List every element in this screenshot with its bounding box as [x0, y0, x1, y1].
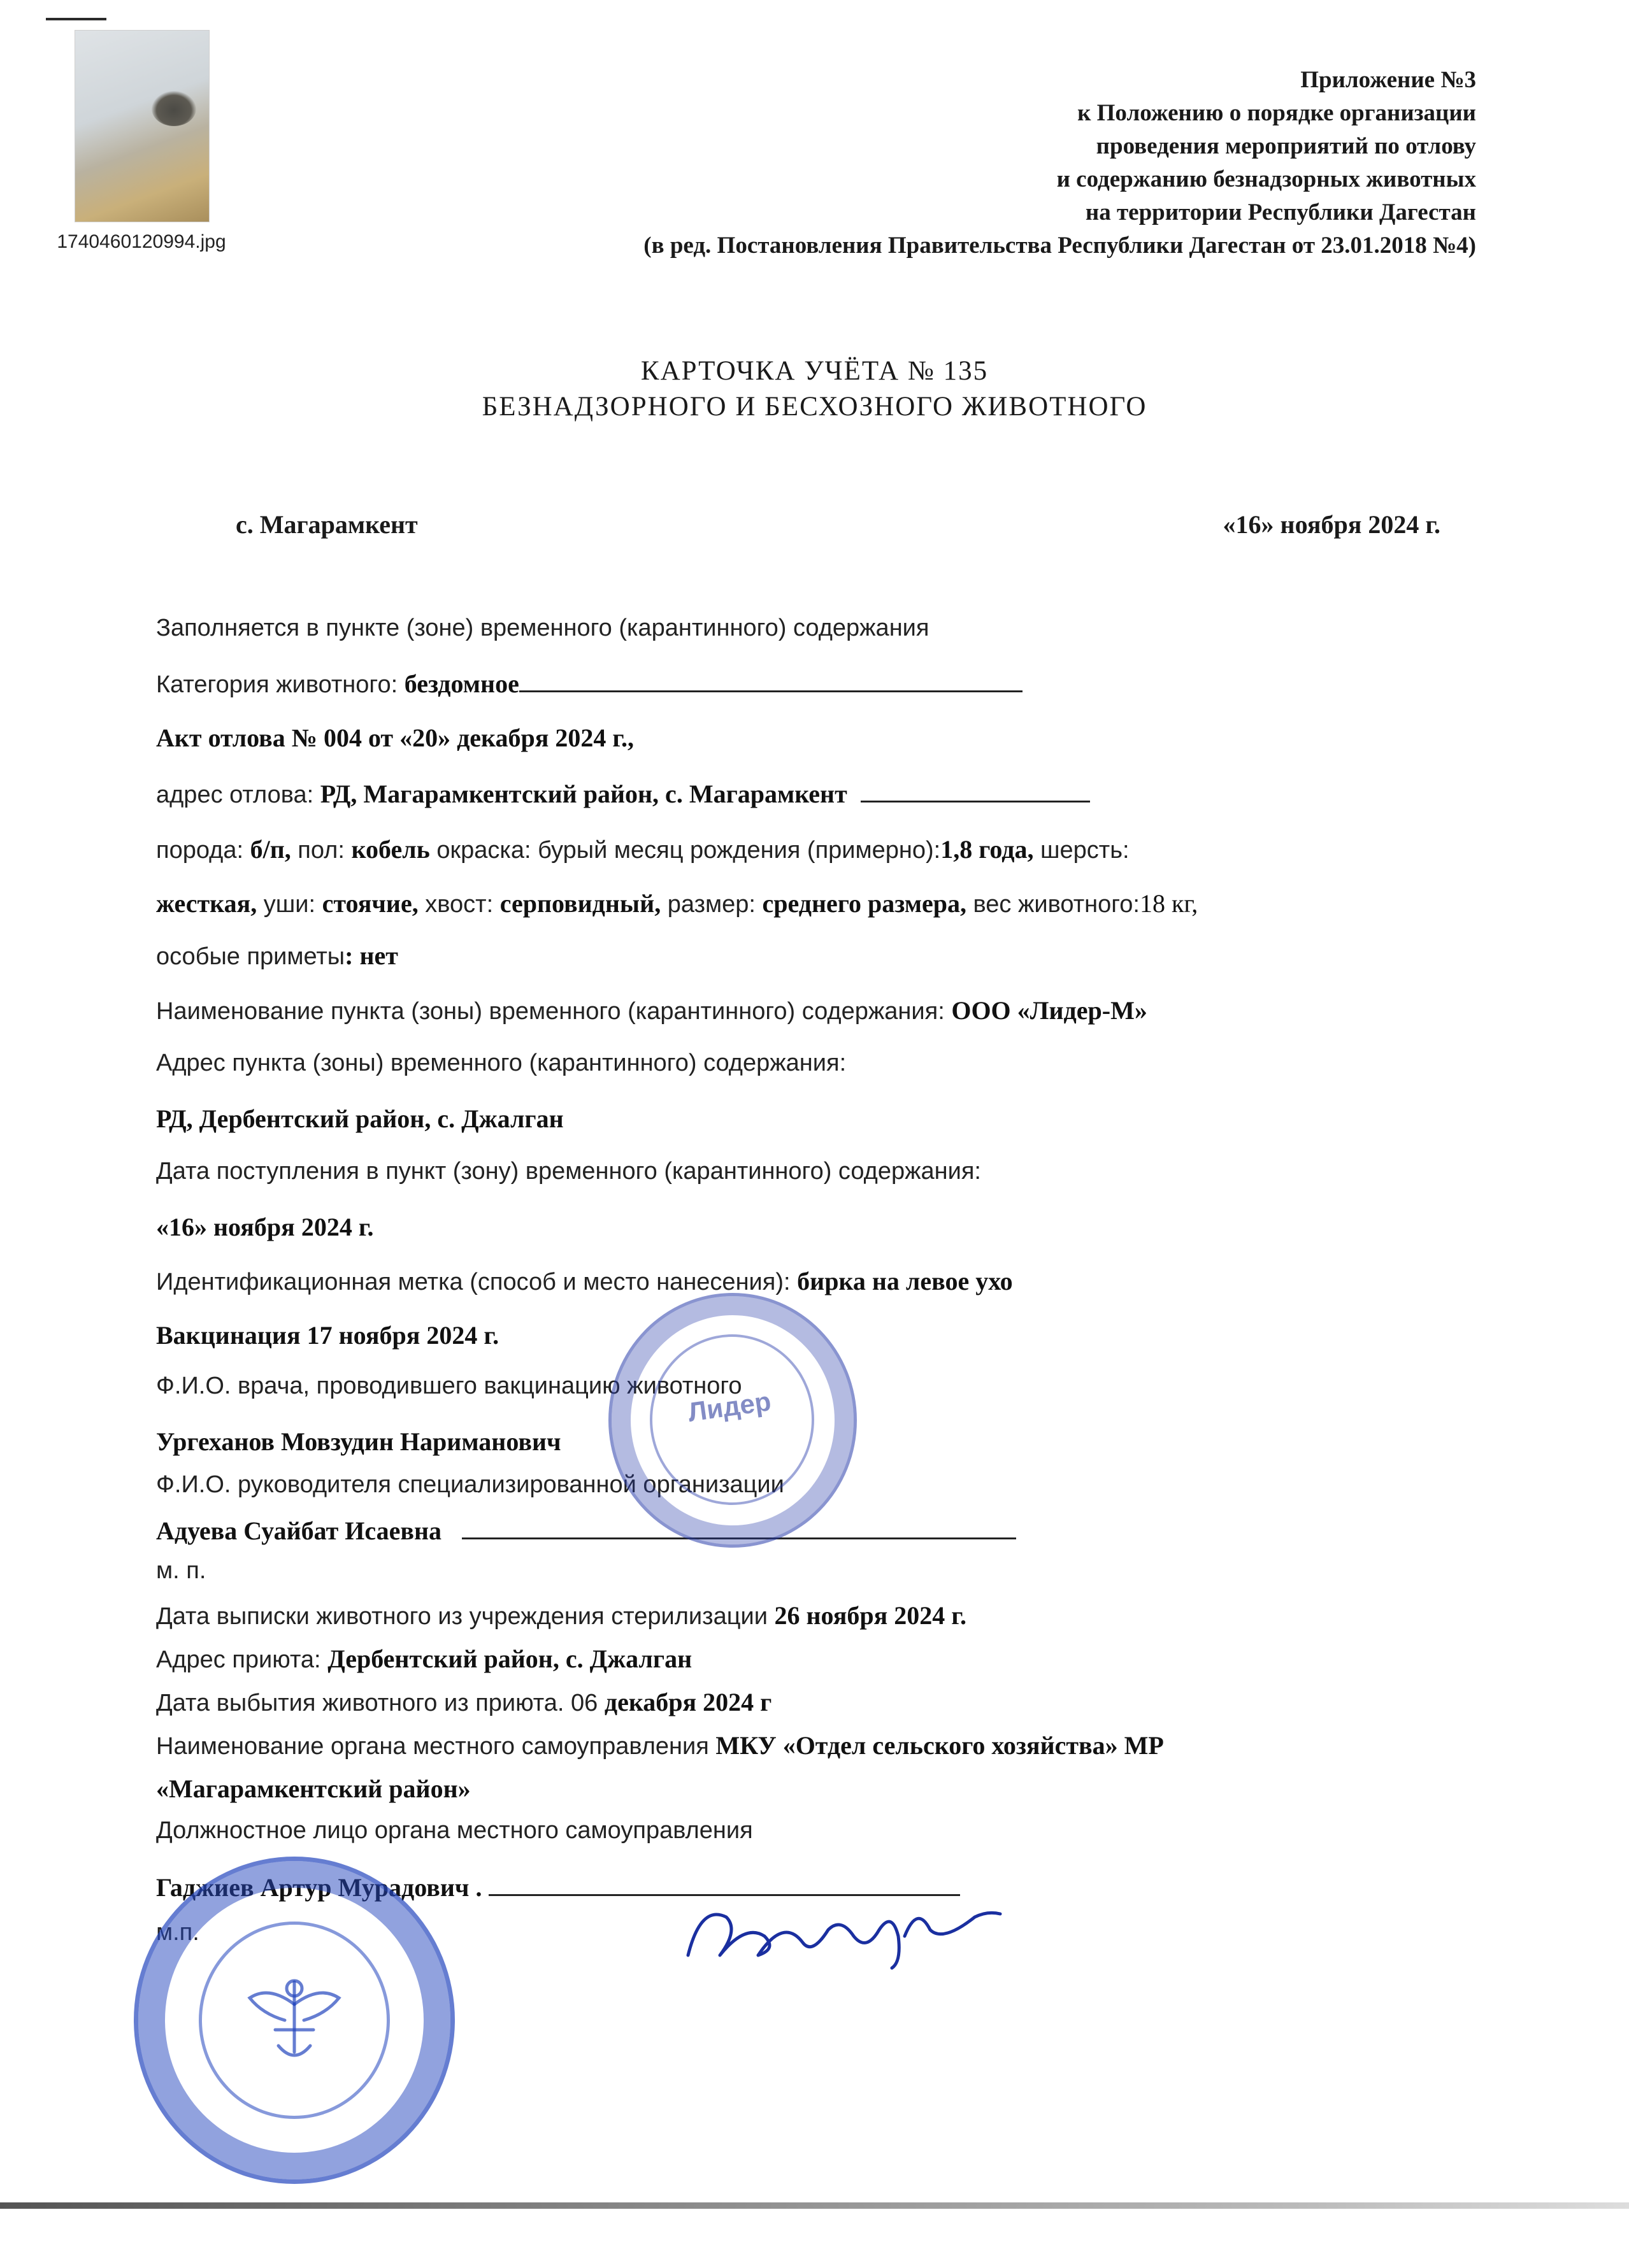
vet-value: Ургеханов Мовзудин Нариманович: [156, 1427, 561, 1456]
photo-top-line: [46, 18, 106, 20]
header-line: (в ред. Постановления Правительства Республики Дагестан от 23.01.2018 №4): [643, 232, 1476, 259]
animal-photo: [75, 31, 209, 222]
header-line: к Положению о порядке организации: [1077, 100, 1476, 126]
category-row: Категория животного: бездомное: [156, 669, 1023, 699]
arrival-value: «16» ноября 2024 г.: [156, 1213, 374, 1241]
photo-caption: 1740460120994.jpg: [57, 231, 226, 252]
header-line: Приложение №3: [1300, 67, 1476, 93]
category-value: бездомное: [404, 669, 519, 698]
departure-row: Дата выбытия животного из приюта. 06 декабря 2024 г: [156, 1688, 772, 1716]
vaccination-row: Вакцинация 17 ноября 2024 г.: [156, 1321, 499, 1350]
official-signature: [675, 1892, 1007, 1981]
category-underline: [519, 690, 1023, 692]
tag-row: Идентификационная метка (способ и место нанесения): бирка на левое ухо: [156, 1267, 1013, 1295]
header-line: и содержанию безнадзорных животных: [1056, 166, 1476, 192]
eagle-emblem-icon: [240, 1969, 348, 2071]
shelter-name-row: Наименование пункта (зоны) временного (карантинного) содержания: ООО «Лидер-М»: [156, 996, 1147, 1025]
mp-1: м. п.: [156, 1557, 206, 1584]
organization-stamp: [608, 1293, 857, 1548]
animal-figure: [152, 91, 196, 126]
scan-edge: [0, 2202, 1629, 2209]
official-label: Должностное лицо органа местного самоуправления: [156, 1817, 753, 1844]
arrival-label: Дата поступления в пункт (зону) временного (карантинного) содержания:: [156, 1158, 981, 1185]
document-title: [0, 353, 1629, 425]
appendix-header: [329, 64, 1476, 262]
address-value: РД, Магарамкентский район, с. Магарамкент: [320, 780, 847, 808]
shelter-address-value: РД, Дербентский район, с. Джалган: [156, 1104, 564, 1133]
title-line-1: КАРТОЧКА УЧЁТА № 135: [640, 356, 989, 386]
shelter-row: Адрес приюта: Дербентский район, с. Джалган: [156, 1644, 693, 1673]
address-underline: [861, 800, 1090, 802]
stamp-text: Лидер: [685, 1386, 773, 1427]
marks-row: особые приметы: нет: [156, 941, 398, 970]
document-date: «16» ноября 2024 г.: [1223, 510, 1440, 539]
photo-thumbnail: [46, 18, 237, 252]
title-line-2: БЕЗНАДЗОРНОГО И БЕСХОЗНОГО ЖИВОТНОГО: [482, 392, 1147, 422]
discharge-row: Дата выписки животного из учреждения стерилизации 26 ноября 2024 г.: [156, 1601, 966, 1630]
act-row: Акт отлова № 004 от «20» декабря 2024 г.,: [156, 724, 635, 752]
header-line: проведения мероприятий по отлову: [1096, 133, 1476, 159]
features-row: жесткая, уши: стоячие, хвост: серповидный, размер: среднего размера, вес животного:18 кг,: [156, 889, 1198, 918]
filled-in-note: Заполняется в пункте (зоне) временного (карантинного) содержания: [156, 615, 929, 641]
municipal-stamp: [134, 1857, 455, 2184]
address-row: адрес отлова: РД, Магарамкентский район, с. Магарамкент: [156, 779, 1090, 809]
vet-label: Ф.И.О. врача, проводившего вакцинацию животного: [156, 1373, 742, 1399]
place: с. Магарамкент: [236, 510, 418, 539]
mp-2: м.п.: [156, 1919, 199, 1946]
header-line: на территории Республики Дагестан: [1085, 199, 1476, 225]
head-row: Адуева Суайбат Исаевна: [156, 1516, 1016, 1546]
head-label: Ф.И.О. руководителя специализированной организации: [156, 1471, 784, 1498]
breed-row: порода: б/п, пол: кобель окраска: бурый месяц рождения (примерно):1,8 года, шерсть:: [156, 835, 1130, 864]
official-row: Гаджиев Артур Мурадович .: [156, 1872, 960, 1902]
authority-row-2: «Магарамкентский район»: [156, 1774, 471, 1803]
shelter-address-label: Адрес пункта (зоны) временного (карантинного) содержания:: [156, 1050, 847, 1076]
authority-row: Наименование органа местного самоуправления МКУ «Отдел сельского хозяйства» МР: [156, 1731, 1164, 1760]
